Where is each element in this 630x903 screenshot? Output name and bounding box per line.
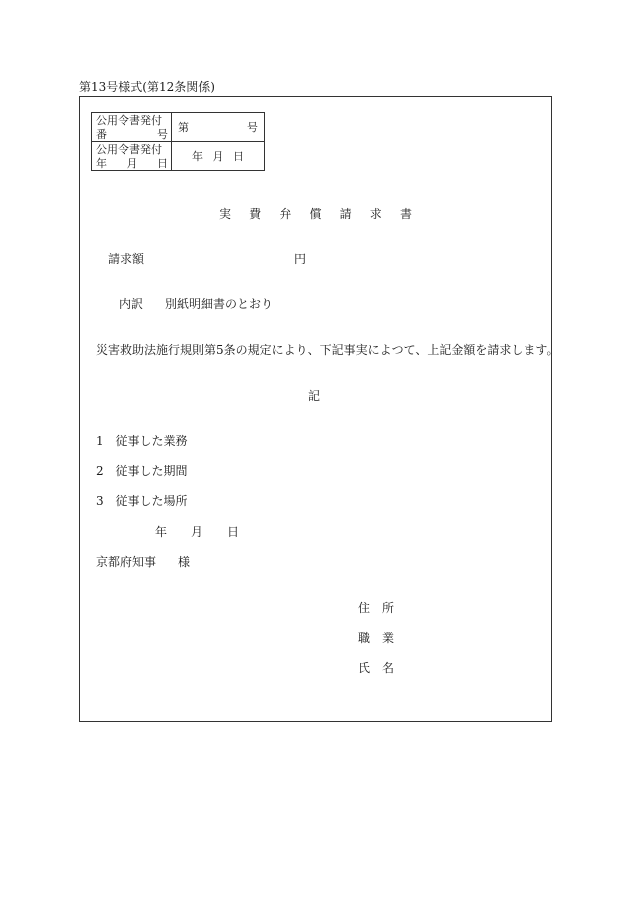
item-text: 従事した業務 xyxy=(115,434,188,448)
label-char: 職 xyxy=(358,631,371,645)
label-char: 氏 xyxy=(358,661,371,675)
addressee-honorific: 様 xyxy=(178,555,191,569)
addressee: 京都府知事 xyxy=(96,555,157,569)
issue-number-suffix: 号 xyxy=(247,121,258,134)
breakdown-value: 別紙明細書のとおり xyxy=(165,297,274,311)
form-frame xyxy=(79,96,552,722)
issue-date-value-cell[interactable] xyxy=(172,142,265,171)
issue-number-value-cell[interactable] xyxy=(172,113,265,142)
issue-date-value: 年 月 日 xyxy=(192,150,244,163)
issue-date-label-day: 日 xyxy=(157,157,168,170)
title-char: 弁 xyxy=(279,207,292,221)
item-number: 2 xyxy=(96,464,104,478)
date-year: 年 xyxy=(155,525,168,539)
document-title xyxy=(219,207,412,221)
title-char: 請 xyxy=(339,207,352,221)
applicant-name-label xyxy=(358,661,394,675)
label-char: 住 xyxy=(358,601,371,615)
title-char: 償 xyxy=(309,207,322,221)
request-statement: 災害救助法施行規則第5条の規定により、下記事実によつて、上記金額を請求します。 xyxy=(96,343,559,357)
issue-number-table xyxy=(91,112,265,171)
issue-date-label-year: 年 xyxy=(96,157,107,170)
applicant-address-label xyxy=(358,601,394,615)
date-month: 月 xyxy=(191,525,204,539)
issue-number-label-line1: 公用令書発付 xyxy=(96,114,162,127)
item-number: 3 xyxy=(96,494,104,508)
title-char: 求 xyxy=(369,207,382,221)
issue-number-label-cell xyxy=(92,113,172,142)
issue-number-label-line2 xyxy=(96,128,168,141)
issue-number-prefix: 第 xyxy=(178,121,189,134)
amount-label: 請求額 xyxy=(108,252,145,266)
list-item xyxy=(96,464,187,478)
list-item xyxy=(96,434,187,448)
label-char: 業 xyxy=(381,631,394,645)
ki-heading: 記 xyxy=(308,389,321,403)
issue-number-label-go: 号 xyxy=(157,128,168,141)
title-char: 費 xyxy=(249,207,262,221)
issue-number-label-ban: 番 xyxy=(96,128,107,141)
list-item xyxy=(96,494,187,508)
item-number: 1 xyxy=(96,434,104,448)
title-char: 書 xyxy=(399,207,412,221)
label-char: 名 xyxy=(381,661,394,675)
breakdown-label: 内訳 xyxy=(119,297,144,311)
amount-unit: 円 xyxy=(294,252,307,266)
applicant-occupation-label xyxy=(358,631,394,645)
item-text: 従事した場所 xyxy=(115,494,188,508)
issue-date-label-month: 月 xyxy=(126,157,138,170)
item-text: 従事した期間 xyxy=(115,464,188,478)
title-char: 実 xyxy=(219,207,232,221)
date-day: 日 xyxy=(227,525,240,539)
issue-date-label-line1: 公用令書発付 xyxy=(96,143,162,156)
label-char: 所 xyxy=(381,601,394,615)
issue-date-label-line2 xyxy=(96,157,168,170)
issue-date-label-cell xyxy=(92,142,172,171)
form-number-title: 第13号様式(第12条関係) xyxy=(79,80,215,94)
